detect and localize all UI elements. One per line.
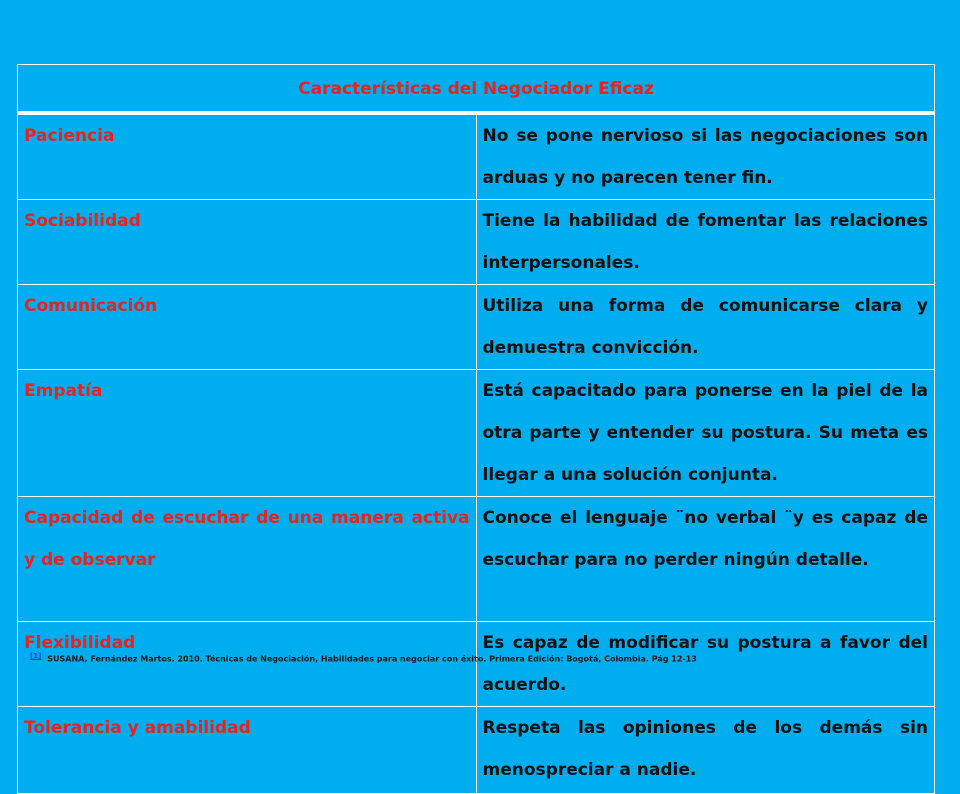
description-cell: Tiene la habilidad de fomentar las relaciones interpersonales. [476,200,935,285]
table-row [18,370,935,497]
footnote-text: SUSANA, Fernández Martos. 2010. Técnicas de Negociación, Habilidades para negociar con éxito. Primera Edición: Bogotá, Colombia. Pág 12-13 [47,654,697,664]
description-cell: Utiliza una forma de comunicarse clara y demuestra convicción. [476,285,935,370]
footnote-reference-link[interactable]: [1] [30,652,42,660]
table-row [18,285,935,370]
negotiator-characteristics-table [17,64,935,794]
table-row [18,497,935,622]
attribute-cell: Sociabilidad [18,200,477,285]
description-cell: No se pone nervioso si las negociaciones son arduas y no parecen tener fin. [476,113,935,200]
table-row [18,200,935,285]
table-title-row [18,65,935,114]
attribute-cell: Paciencia [18,113,477,200]
attribute-cell: Capacidad de escuchar de una manera activa y de observar [18,497,477,622]
table-title: Características del Negociador Eficaz [18,65,935,114]
description-cell: Es capaz de modificar su postura a favor del acuerdo. [476,622,935,707]
table-row [18,113,935,200]
footnote [30,652,697,664]
description-cell: Conoce el lenguaje ¨no verbal ¨y es capaz de escuchar para no perder ningún detalle. [476,497,935,622]
description-cell: Está capacitado para ponerse en la piel de la otra parte y entender su postura. Su meta es llegar a una solución conjunta. [476,370,935,497]
attribute-cell: Comunicación [18,285,477,370]
attribute-cell: Tolerancia y amabilidad [18,707,477,794]
attribute-cell: Empatía [18,370,477,497]
description-cell: Respeta las opiniones de los demás sin menospreciar a nadie. [476,707,935,794]
table-row [18,622,935,707]
attribute-cell: Flexibilidad [18,622,477,707]
